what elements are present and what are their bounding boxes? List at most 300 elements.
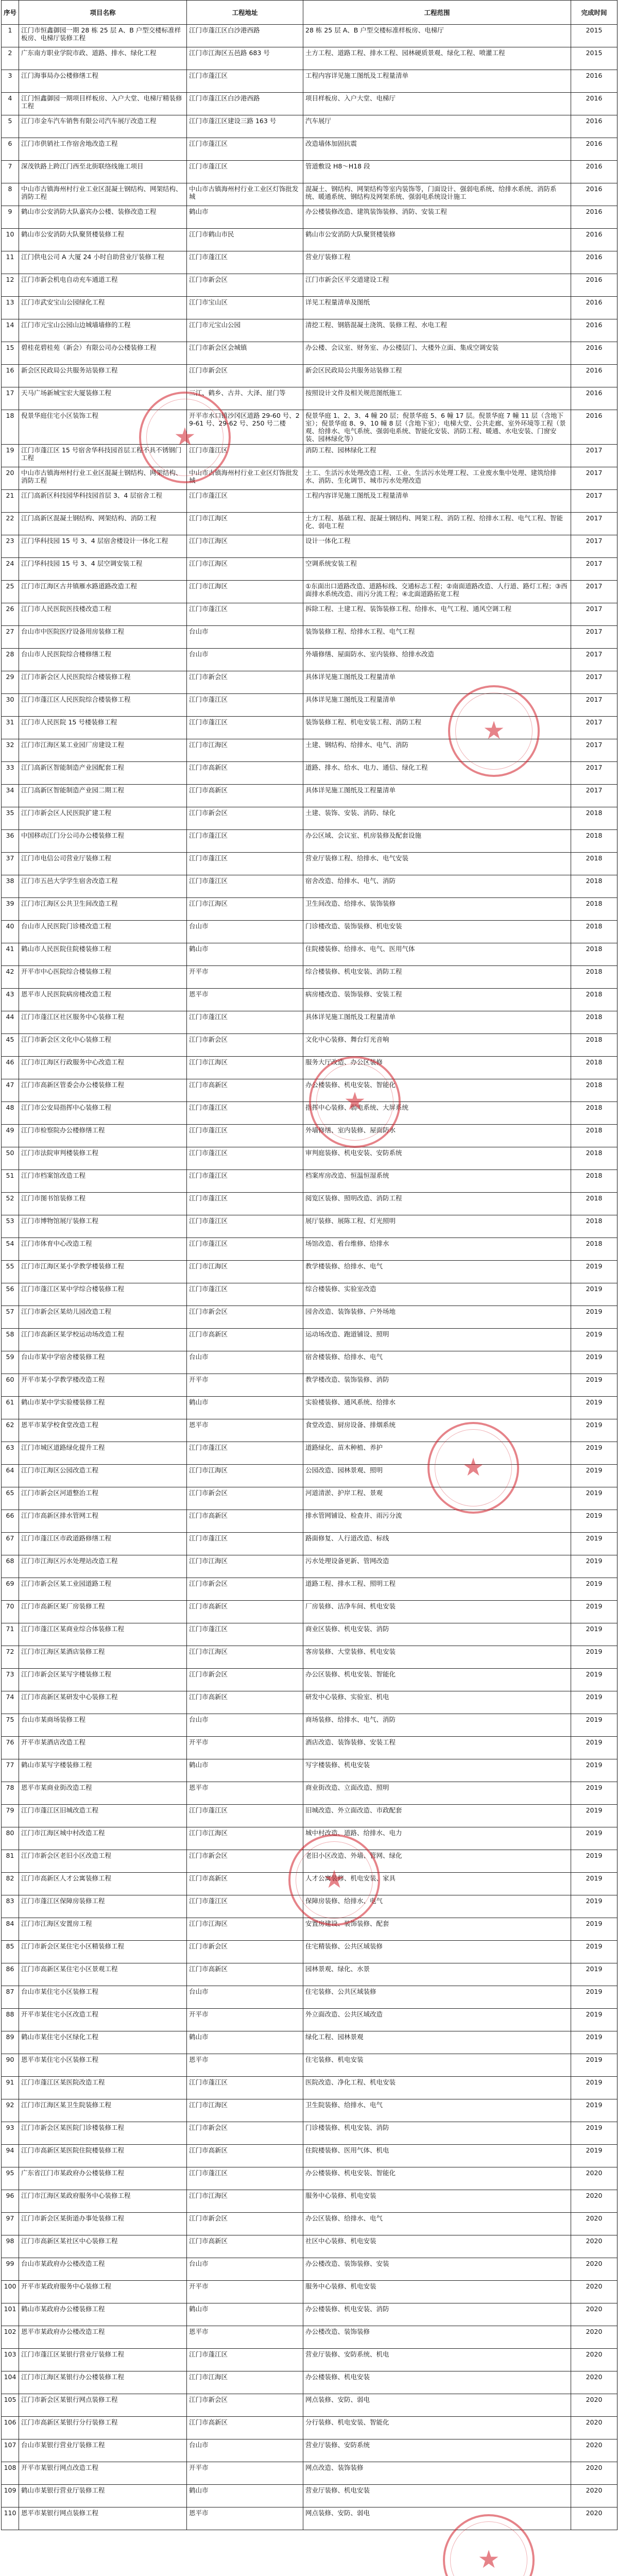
table-row [2, 807, 617, 830]
cell-project-scope: 网点装修、安防、弱电 [303, 2507, 571, 2530]
cell-number: 84 [2, 1918, 19, 1941]
cell-project-name: 广东南方职业学院市政、道路、排水、绿化工程 [19, 47, 187, 70]
cell-project-name: 江门市蓬江区某银行营业厅装修工程 [19, 2349, 187, 2371]
cell-completion-year: 2019 [571, 1737, 617, 1759]
cell-number: 94 [2, 2145, 19, 2167]
cell-completion-year: 2017 [571, 626, 617, 649]
cell-number: 20 [2, 467, 19, 490]
cell-project-name: 江门华科技园 15 号 3、4 层空调安装工程 [19, 558, 187, 581]
cell-number: 101 [2, 2303, 19, 2326]
table-row [2, 410, 617, 445]
cell-completion-year: 2019 [571, 1329, 617, 1351]
cell-project-address: 江门市高新区 [187, 1963, 303, 1986]
cell-project-address: 江门市高新区 [187, 1873, 303, 1895]
cell-number: 50 [2, 1147, 19, 1170]
cell-completion-year: 2019 [571, 2077, 617, 2099]
cell-project-address: 恩平市 [187, 2507, 303, 2530]
cell-completion-year: 2016 [571, 70, 617, 93]
table-row [2, 1465, 617, 1487]
cell-completion-year: 2019 [571, 1578, 617, 1601]
table-row [2, 671, 617, 694]
cell-project-name: 江门市新会区老旧小区改造工程 [19, 1850, 187, 1873]
cell-project-scope: 清挖工程、钢筋混凝土浇筑、装修工程、水电工程 [303, 319, 571, 342]
table-row [2, 1941, 617, 1963]
table-row [2, 1419, 617, 1442]
cell-project-scope: 档案库房改造、恒温恒湿系统 [303, 1170, 571, 1193]
cell-number: 105 [2, 2394, 19, 2417]
cell-number: 42 [2, 966, 19, 989]
cell-project-address: 江门市蓬江区白沙港西路 [187, 93, 303, 115]
cell-project-address: 江门市宝山区 [187, 297, 303, 319]
cell-project-address: 江门市蓬江区 [187, 1895, 303, 1918]
cell-project-address: 鹤山市 [187, 2031, 303, 2054]
header-project-name: 项目名称 [19, 1, 187, 25]
cell-project-address: 江门市蓬江区 [187, 1147, 303, 1170]
cell-project-address: 恩平市 [187, 989, 303, 1011]
cell-project-name: 江门市档案馆改造工程 [19, 1170, 187, 1193]
cell-project-name: 江门市高新区某银行分行装修工程 [19, 2417, 187, 2439]
cell-project-name: 江门市新会区文化中心装修工程 [19, 1034, 187, 1057]
cell-project-address: 江门市蓬江区 [187, 2349, 303, 2371]
cell-project-scope: 卫生间改造、给排水、装饰装修 [303, 898, 571, 921]
cell-project-name: 新会区民政局公共服务站装修工程 [19, 365, 187, 387]
cell-project-scope: 酒店改造、装饰装修、安装工程 [303, 1737, 571, 1759]
cell-project-address: 江门市江海区 [187, 1555, 303, 1578]
table-row [2, 830, 617, 853]
header-project-address: 工程地址 [187, 1, 303, 25]
table-row [2, 1578, 617, 1601]
cell-project-scope: 具体详见施工图纸及工程量清单 [303, 1011, 571, 1034]
cell-project-scope: 门诊楼改造、装饰装修、机电安装 [303, 921, 571, 943]
cell-number: 7 [2, 161, 19, 183]
cell-number: 86 [2, 1963, 19, 1986]
cell-completion-year: 2019 [571, 1601, 617, 1623]
cell-project-name: 江门高新区智能制造产业园配套工程 [19, 762, 187, 785]
header-project-scope: 工程范围 [303, 1, 571, 25]
cell-project-address: 开平市 [187, 1374, 303, 1397]
cell-number: 87 [2, 1986, 19, 2009]
cell-number: 103 [2, 2349, 19, 2371]
table-row [2, 25, 617, 47]
cell-project-scope: 营业厅装修工程、给排水、电气安装 [303, 853, 571, 875]
table-row [2, 1102, 617, 1125]
table-row [2, 2439, 617, 2462]
cell-project-address: 台山市 [187, 2439, 303, 2462]
table-row [2, 1215, 617, 1238]
table-row [2, 1782, 617, 1805]
cell-project-scope: 旧城改造、外立面改造、市政配套 [303, 1805, 571, 1827]
cell-project-name: 江门市高新区某厂房装修工程 [19, 1601, 187, 1623]
cell-project-name: 江门市江海区某小学教学楼装修工程 [19, 1261, 187, 1283]
cell-project-name: 开平市某住宅小区改造工程 [19, 2009, 187, 2031]
cell-completion-year: 2019 [571, 1759, 617, 1782]
cell-project-address: 江门市新会区 [187, 2122, 303, 2145]
cell-number: 83 [2, 1895, 19, 1918]
cell-project-scope: 园林景观、绿化、水景 [303, 1963, 571, 1986]
cell-number: 90 [2, 2054, 19, 2077]
cell-number: 104 [2, 2371, 19, 2394]
table-row [2, 2235, 617, 2258]
cell-project-name: 江门市人民医院医技楼改造工程 [19, 603, 187, 626]
table-row [2, 183, 617, 206]
cell-completion-year: 2020 [571, 2417, 617, 2439]
cell-project-address: 江门市高新区 [187, 2417, 303, 2439]
table-row [2, 2417, 617, 2439]
cell-completion-year: 2019 [571, 2122, 617, 2145]
cell-number: 36 [2, 830, 19, 853]
cell-number: 82 [2, 1873, 19, 1895]
cell-completion-year: 2019 [571, 1895, 617, 1918]
cell-project-name: 江门市江海区某酒店装修工程 [19, 1646, 187, 1669]
cell-completion-year: 2017 [571, 490, 617, 513]
cell-project-address: 江门市江海区 [187, 581, 303, 603]
cell-number: 52 [2, 1193, 19, 1215]
cell-completion-year: 2019 [571, 1827, 617, 1850]
cell-completion-year: 2016 [571, 183, 617, 206]
cell-project-address: 江门市高新区 [187, 762, 303, 785]
cell-number: 107 [2, 2439, 19, 2462]
cell-project-scope: 28 栋 25 层 A、B 户型交楼标准样板房、电梯厅 [303, 25, 571, 47]
table-row [2, 2349, 617, 2371]
cell-project-name: 江门市新会区某街道办事处装修工程 [19, 2213, 187, 2235]
table-row [2, 603, 617, 626]
cell-completion-year: 2019 [571, 1782, 617, 1805]
table-row [2, 785, 617, 807]
cell-project-name: 江门市检察院办公楼修缮工程 [19, 1125, 187, 1147]
cell-project-name: 江门市新会区某工业园道路工程 [19, 1578, 187, 1601]
cell-project-scope: 详见工程量清单及图纸 [303, 297, 571, 319]
cell-number: 55 [2, 1261, 19, 1283]
cell-number: 14 [2, 319, 19, 342]
table-row [2, 2303, 617, 2326]
cell-project-name: 深茂铁路上跨江门西至北街联络线施工项目 [19, 161, 187, 183]
cell-number: 25 [2, 581, 19, 603]
cell-completion-year: 2016 [571, 387, 617, 410]
cell-completion-year: 2017 [571, 649, 617, 671]
cell-project-name: 江门市高新区某研发中心装修工程 [19, 1691, 187, 1714]
cell-project-name: 江门供电公司 A 大厦 24 小时自助营业厅装修工程 [19, 251, 187, 274]
cell-number: 37 [2, 853, 19, 875]
cell-project-address: 恩平市 [187, 2326, 303, 2349]
cell-completion-year: 2018 [571, 1057, 617, 1079]
cell-project-address: 江门市江海区 [187, 1646, 303, 1669]
cell-completion-year: 2020 [571, 2462, 617, 2485]
cell-project-scope: 人才公寓装修、机电安装、家具 [303, 1873, 571, 1895]
cell-completion-year: 2016 [571, 115, 617, 138]
cell-project-address: 江门市新会区 [187, 1578, 303, 1601]
cell-project-scope: 卫生院装修、给排水、电气 [303, 2099, 571, 2122]
table-row [2, 2009, 617, 2031]
cell-completion-year: 2020 [571, 2258, 617, 2281]
cell-number: 66 [2, 1510, 19, 1533]
cell-project-scope: 阅览区装修、照明改造、消防工程 [303, 1193, 571, 1215]
cell-completion-year: 2020 [571, 2507, 617, 2530]
cell-project-name: 江门市新会区人民医院扩建工程 [19, 807, 187, 830]
cell-completion-year: 2018 [571, 921, 617, 943]
cell-completion-year: 2020 [571, 2394, 617, 2417]
cell-project-address: 江门市蓬江区 [187, 2077, 303, 2099]
table-row [2, 1510, 617, 1533]
cell-completion-year: 2020 [571, 2439, 617, 2462]
table-row [2, 1646, 617, 1669]
cell-project-scope: 办公楼改造、装饰装修 [303, 2326, 571, 2349]
cell-number: 12 [2, 274, 19, 297]
cell-number: 47 [2, 1079, 19, 1102]
cell-completion-year: 2018 [571, 1170, 617, 1193]
cell-project-name: 江门市新会区某写字楼装修工程 [19, 1669, 187, 1691]
cell-number: 18 [2, 410, 19, 445]
cell-number: 11 [2, 251, 19, 274]
cell-number: 96 [2, 2190, 19, 2213]
cell-completion-year: 2018 [571, 807, 617, 830]
table-row [2, 2371, 617, 2394]
cell-project-scope: 老旧小区改造、外墙、管网、绿化 [303, 1850, 571, 1873]
cell-number: 58 [2, 1329, 19, 1351]
cell-project-name: 江门市恒鑫御园一期 28 栋 25 层 A、B 户型交楼标准样板房、电梯厅装修工程 [19, 25, 187, 47]
table-row [2, 1601, 617, 1623]
table-row [2, 1125, 617, 1147]
cell-number: 27 [2, 626, 19, 649]
cell-project-scope: 商业街改造、立面改造、照明 [303, 1782, 571, 1805]
cell-project-address: 江门市高新区 [187, 1329, 303, 1351]
cell-project-name: 江门市体育中心改造工程 [19, 1238, 187, 1261]
cell-completion-year: 2017 [571, 535, 617, 558]
cell-completion-year: 2016 [571, 319, 617, 342]
cell-project-scope: 网点装修、安防、弱电 [303, 2394, 571, 2417]
cell-project-name: 恩平市人民医院病房楼改造工程 [19, 989, 187, 1011]
cell-completion-year: 2019 [571, 1986, 617, 2009]
cell-completion-year: 2018 [571, 1147, 617, 1170]
cell-completion-year: 2018 [571, 1125, 617, 1147]
cell-completion-year: 2019 [571, 2009, 617, 2031]
cell-completion-year: 2020 [571, 2303, 617, 2326]
table-row [2, 1895, 617, 1918]
cell-project-name: 江门高新区科技园华科技园首层 3、4 层宿舍工程 [19, 490, 187, 513]
cell-project-name: 江门市蓬江区社区服务中心装修工程 [19, 1011, 187, 1034]
cell-project-address: 江门市新会区 [187, 807, 303, 830]
cell-project-name: 江门市蓬江区市政道路修缮工程 [19, 1533, 187, 1555]
cell-completion-year: 2019 [571, 1691, 617, 1714]
cell-project-name: 恩平市某住宅小区装修工程 [19, 2054, 187, 2077]
cell-project-name: 江门市新会机电自动充车通道工程 [19, 274, 187, 297]
cell-project-name: 江门市江海区污水处理站改造工程 [19, 1555, 187, 1578]
table-row [2, 1714, 617, 1737]
cell-number: 48 [2, 1102, 19, 1125]
cell-project-name: 江门市新会区某银行网点装修工程 [19, 2394, 187, 2417]
cell-project-name: 鹤山市人民医院住院楼装修工程 [19, 943, 187, 966]
cell-project-address: 江门市蓬江区 [187, 251, 303, 274]
table-row [2, 1918, 617, 1941]
cell-number: 16 [2, 365, 19, 387]
project-performance-table [1, 0, 617, 2530]
cell-project-address: 江门市江海区 [187, 1827, 303, 1850]
cell-project-address: 江门市蓬江区 [187, 138, 303, 161]
cell-completion-year: 2019 [571, 1442, 617, 1465]
table-row [2, 1827, 617, 1850]
cell-project-address: 江门市江海区 [187, 558, 303, 581]
table-row [2, 229, 617, 251]
cell-project-name: 江门市蓬江区保障房装修工程 [19, 1895, 187, 1918]
cell-project-name: 江门市高新区管委会办公楼装修工程 [19, 1079, 187, 1102]
cell-project-name: 恩平市某政府办公楼改造工程 [19, 2326, 187, 2349]
cell-number: 5 [2, 115, 19, 138]
cell-project-address: 江门市新会区 [187, 1941, 303, 1963]
cell-project-address: 江门市蓬江区 [187, 1215, 303, 1238]
cell-project-scope: 宿舍楼装修、给排水、电气 [303, 1351, 571, 1374]
cell-project-name: 江门市江海区某政府服务中心装修工程 [19, 2190, 187, 2213]
cell-project-scope: 城中村改造、道路、给排水、电力 [303, 1827, 571, 1850]
cell-project-name: 江门市高新区某住宅小区景观工程 [19, 1963, 187, 1986]
cell-project-address: 台山市 [187, 2258, 303, 2281]
cell-project-address: 江门市蓬江区 [187, 1442, 303, 1465]
table-row [2, 1306, 617, 1329]
cell-project-name: 江门市蓬江区某商业综合体装修工程 [19, 1623, 187, 1646]
cell-project-scope: 文化中心装修、舞台灯光音响 [303, 1034, 571, 1057]
cell-project-name: 江门市电信公司营业厅装修工程 [19, 853, 187, 875]
cell-number: 17 [2, 387, 19, 410]
cell-project-address: 江门市江海区 [187, 898, 303, 921]
cell-project-scope: 管道敷设 H8～H18 段 [303, 161, 571, 183]
table-row [2, 1691, 617, 1714]
cell-project-scope: 综合楼装修、实验室改造 [303, 1283, 571, 1306]
table-row [2, 1079, 617, 1102]
cell-number: 2 [2, 47, 19, 70]
cell-project-scope: 保障房装修、给排水、电气 [303, 1895, 571, 1918]
table-row [2, 1487, 617, 1510]
cell-completion-year: 2020 [571, 2235, 617, 2258]
cell-completion-year: 2016 [571, 206, 617, 229]
cell-project-name: 台山市某中学宿舍楼装修工程 [19, 1351, 187, 1374]
cell-number: 26 [2, 603, 19, 626]
cell-project-address: 三江、鹤乡、古井、大泽、崖门等 [187, 387, 303, 410]
cell-project-scope: 教学楼改造、装饰装修、消防 [303, 1374, 571, 1397]
cell-project-name: 恩平市某商业街改造工程 [19, 1782, 187, 1805]
cell-project-name: 江门市蓬江区某医院改造工程 [19, 2077, 187, 2099]
cell-project-scope: 指挥中心装修、弱电系统、大屏系统 [303, 1102, 571, 1125]
table-row [2, 2077, 617, 2099]
cell-project-scope: 商场装修、给排水、电气、消防 [303, 1714, 571, 1737]
cell-project-name: 江门市公安局指挥中心装修工程 [19, 1102, 187, 1125]
cell-project-scope: 消防工程、园林绿化工程 [303, 445, 571, 467]
cell-project-address: 江门市新会区 [187, 1669, 303, 1691]
cell-project-name: 江门市新会区河道整治工程 [19, 1487, 187, 1510]
table-row [2, 921, 617, 943]
table-row [2, 1351, 617, 1374]
cell-number: 61 [2, 1397, 19, 1419]
table-row [2, 1011, 617, 1034]
cell-number: 88 [2, 2009, 19, 2031]
cell-project-scope: 路面修复、人行道改造、标线 [303, 1533, 571, 1555]
cell-project-address: 江门市江海区 [187, 2371, 303, 2394]
cell-number: 39 [2, 898, 19, 921]
table-row [2, 762, 617, 785]
cell-project-scope: 工程内容详见施工图纸及工程量清单 [303, 490, 571, 513]
cell-number: 102 [2, 2326, 19, 2349]
cell-project-address: 台山市 [187, 1986, 303, 2009]
cell-project-scope: 土工、生活污水处理改造工程、工业、生活污水处理工程、工业废水集中处理、建筑给排水、消防、生化调节、城市污水处理改造 [303, 467, 571, 490]
cell-project-address: 江门市高新区 [187, 1510, 303, 1533]
cell-project-name: 江门恒鑫御园一期项目样板房、入户大堂、电梯厅精装修工程 [19, 93, 187, 115]
cell-completion-year: 2019 [571, 1487, 617, 1510]
cell-project-name: 江门市蓬江区旧城改造工程 [19, 1805, 187, 1827]
cell-project-scope: 污水处理设备更新、管网改造 [303, 1555, 571, 1578]
cell-project-address: 台山市 [187, 921, 303, 943]
cell-project-name: 中国移动江门分公司办公楼装修工程 [19, 830, 187, 853]
cell-project-address: 江门市新会区 [187, 1850, 303, 1873]
cell-completion-year: 2020 [571, 2281, 617, 2303]
cell-number: 93 [2, 2122, 19, 2145]
cell-project-name: 台山市某银行营业厅装修工程 [19, 2439, 187, 2462]
cell-number: 6 [2, 138, 19, 161]
cell-project-address: 江门市高新区 [187, 2145, 303, 2167]
cell-project-scope: 办公楼装修、机电安装、智能化 [303, 1079, 571, 1102]
table-row [2, 2145, 617, 2167]
cell-completion-year: 2017 [571, 445, 617, 467]
table-row [2, 251, 617, 274]
cell-number: 106 [2, 2417, 19, 2439]
cell-project-scope: 网点改造、装饰装修 [303, 2462, 571, 2485]
cell-number: 77 [2, 1759, 19, 1782]
cell-project-scope: 外墙修缮、屋面防水、室内装修、给排水改造 [303, 649, 571, 671]
cell-completion-year: 2018 [571, 875, 617, 898]
cell-project-address: 江门市蓬江区 [187, 1283, 303, 1306]
cell-project-scope: 住宅装修、公共区域装修 [303, 1986, 571, 2009]
cell-project-scope: 空调系统安装工程 [303, 558, 571, 581]
table-row [2, 943, 617, 966]
cell-completion-year: 2018 [571, 1034, 617, 1057]
cell-project-scope: 外墙修缮、室内装修、屋面防水 [303, 1125, 571, 1147]
cell-project-scope: 分行装修、机电安装、智能化 [303, 2417, 571, 2439]
cell-project-name: 台山市某商场装修工程 [19, 1714, 187, 1737]
cell-completion-year: 2019 [571, 1963, 617, 1986]
cell-project-scope: 服务中心装修、机电安装 [303, 2281, 571, 2303]
cell-project-name: 江门市蓬江区人民医院综合楼装修工程 [19, 694, 187, 717]
cell-project-scope: 工程内容详见施工图纸及工程量清单 [303, 70, 571, 93]
table-row [2, 1170, 617, 1193]
table-row [2, 445, 617, 467]
cell-project-address: 江门市蓬江区 [187, 1533, 303, 1555]
cell-project-address: 开平市 [187, 2009, 303, 2031]
cell-project-scope: 拆除工程、土建工程、装饰装修工程、给排水、电气工程、通风空调工程 [303, 603, 571, 626]
cell-project-name: 江门市江海区某银行办公楼装修工程 [19, 2371, 187, 2394]
cell-project-scope: 混凝土、钢结构、网架结构等室内装饰等，门面设计、强弱电系统、给排水系统、消防系统、暖通系统、钢结构及网架系统、强弱电系统设计施工 [303, 183, 571, 206]
cell-completion-year: 2019 [571, 1397, 617, 1419]
cell-project-name: 江门市高新区人才公寓装修工程 [19, 1873, 187, 1895]
header-completion-year: 完成时间 [571, 1, 617, 25]
cell-number: 92 [2, 2099, 19, 2122]
cell-project-address: 江门市江海区 [187, 1261, 303, 1283]
table-row [2, 2485, 617, 2507]
cell-number: 62 [2, 1419, 19, 1442]
cell-project-address: 开平市 [187, 2281, 303, 2303]
cell-project-name: 江门市供销社工作宿舍地改造工程 [19, 138, 187, 161]
cell-completion-year: 2018 [571, 853, 617, 875]
cell-project-name: 台山市人民医院门诊楼改造工程 [19, 921, 187, 943]
table-row [2, 490, 617, 513]
cell-project-address: 江门市蓬江区 [187, 1805, 303, 1827]
cell-number: 109 [2, 2485, 19, 2507]
cell-number: 31 [2, 717, 19, 739]
cell-project-name: 台山市某政府办公楼改造工程 [19, 2258, 187, 2281]
table-row [2, 649, 617, 671]
table-row [2, 1238, 617, 1261]
cell-completion-year: 2018 [571, 966, 617, 989]
table-row [2, 581, 617, 603]
table-row [2, 1805, 617, 1827]
table-row [2, 138, 617, 161]
cell-project-address: 台山市 [187, 1351, 303, 1374]
cell-number: 34 [2, 785, 19, 807]
